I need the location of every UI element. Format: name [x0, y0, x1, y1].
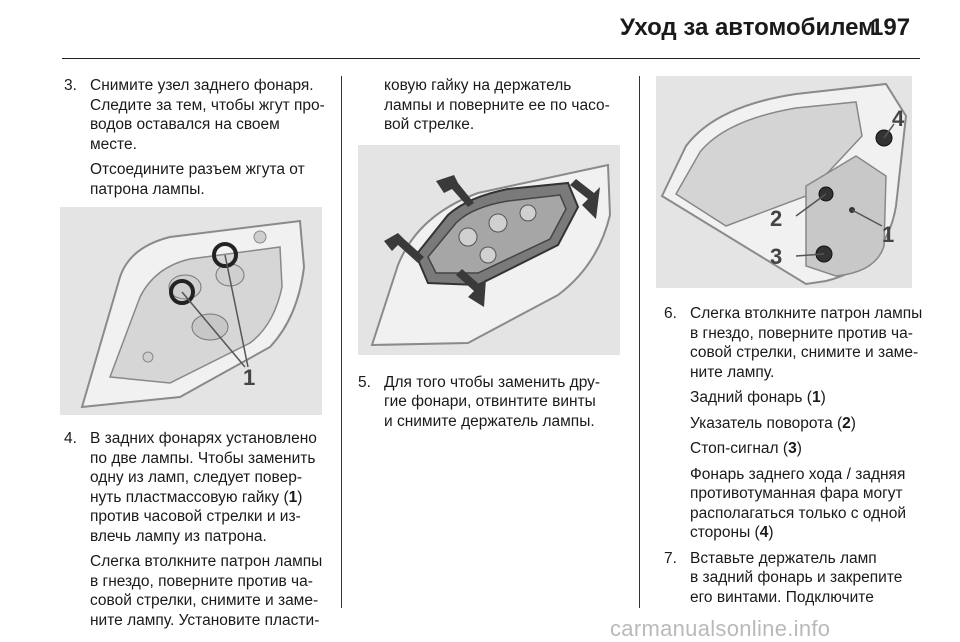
text-line: располагаться только с одной: [690, 504, 906, 522]
text-fragment: Задний фонарь (: [690, 389, 812, 406]
text-line: Снимите узел заднего фонаря.: [90, 77, 314, 94]
lamp-holder-illustration: [358, 145, 620, 355]
step-4: [64, 429, 334, 546]
text-line: патрона лампы.: [90, 180, 205, 198]
text-line: Для того чтобы заменить дру-: [384, 373, 601, 391]
lamp-note: [664, 465, 934, 543]
watermark: carmanualsonline.info: [610, 616, 831, 641]
callout-ref: 3: [788, 440, 797, 457]
figure-callout-3: 3: [770, 244, 783, 269]
text-line: в задний фонарь и закрепите: [690, 569, 903, 586]
step-number: 6.: [664, 305, 677, 322]
column-3: [664, 76, 934, 613]
lamp-item-rear: [664, 388, 934, 408]
callout-ref: 1: [288, 488, 298, 506]
page-number: 197: [870, 14, 911, 41]
text-fragment: ): [850, 414, 856, 432]
text-line: Вставьте держатель ламп: [690, 549, 877, 567]
step-5: [358, 373, 630, 432]
step-3-paragraph: [64, 160, 334, 199]
figure-callout-2: 2: [770, 206, 783, 231]
text-fragment: стороны (: [690, 524, 760, 541]
lamp-item-indicator: [664, 414, 934, 434]
figure-lamp-positions: [656, 76, 912, 288]
taillight-illustration: [60, 207, 322, 415]
callout-ref: 2: [842, 414, 851, 432]
text-fragment: нуть пластмассовую гайку (: [90, 488, 289, 506]
figure-callout-1: 1: [243, 365, 256, 390]
step-6: [664, 304, 934, 382]
column-divider-2: [639, 76, 640, 608]
text-fragment: Стоп-сигнал (: [690, 440, 789, 457]
text-line: Следите за тем, чтобы жгут про-: [90, 96, 325, 114]
step-number: 7.: [664, 549, 677, 567]
lamp-item-brake: [664, 439, 934, 459]
text-line: Слегка втолкните патрон лампы: [690, 305, 923, 322]
figure-taillight-nut: [60, 207, 322, 415]
text-line: влечь лампу из патрона.: [90, 527, 267, 545]
text-line: ните лампу. Установите пласти-: [90, 611, 320, 629]
text-line: [690, 523, 934, 543]
text-line: Отсоедините разъем жгута от: [90, 161, 305, 178]
step-number: 4.: [64, 430, 77, 447]
text-line: месте.: [90, 135, 137, 153]
text-line: водов оставался на своем: [90, 116, 280, 133]
text-line: и снимите держатель лампы.: [384, 412, 595, 430]
text-fragment: Указатель поворота (: [690, 414, 843, 432]
figure-callout-1: 1: [882, 222, 895, 247]
text-line: Фонарь заднего хода / задняя: [690, 465, 906, 483]
text-line: ните лампу.: [690, 363, 775, 381]
text-fragment: ): [768, 524, 774, 541]
lamp-positions-illustration: [656, 76, 912, 288]
step-7: [664, 549, 934, 608]
step-number: 3.: [64, 77, 77, 94]
text-line: против часовой стрелки и из-: [90, 508, 301, 525]
step-number: 5.: [358, 373, 371, 391]
text-line: лампы и поверните ее по часо-: [384, 96, 610, 114]
text-fragment: ): [820, 389, 826, 406]
text-line: совой стрелки, снимите и заме-: [690, 344, 919, 361]
text-line: в гнездо, поверните против ча-: [690, 324, 913, 342]
figure-lamp-holder: [358, 145, 620, 355]
column-2: [358, 76, 630, 437]
figure-callout-4: 4: [892, 106, 905, 131]
text-line: Слегка втолкните патрон лампы: [90, 553, 323, 570]
text-line: ковую гайку на держатель: [384, 77, 572, 94]
text-line: гие фонари, отвинтите винты: [384, 393, 596, 410]
text-line: вой стрелке.: [384, 116, 475, 133]
step-3: [64, 76, 334, 154]
step-4-paragraph: [64, 552, 334, 630]
column-divider-1: [341, 76, 342, 608]
text-fragment: ): [796, 440, 802, 457]
text-line: одну из ламп, следует повер-: [90, 469, 303, 486]
text-line: его винтами. Подключите: [690, 588, 874, 606]
step-4-continuation: [358, 76, 630, 135]
callout-ref: 4: [759, 524, 769, 541]
text-line: [90, 488, 334, 508]
text-line: противотуманная фара могут: [690, 485, 903, 502]
text-line: по две лампы. Чтобы заменить: [90, 449, 316, 467]
text-fragment: ): [297, 488, 303, 506]
page-header-title: Уход за автомобилем: [620, 14, 876, 41]
text-line: совой стрелки, снимите и заме-: [90, 592, 319, 609]
text-line: в гнездо, поверните против ча-: [90, 572, 313, 590]
header-divider: [62, 58, 920, 59]
column-1: [64, 76, 334, 636]
text-line: В задних фонарях установлено: [90, 430, 317, 447]
callout-ref: 1: [811, 389, 821, 406]
